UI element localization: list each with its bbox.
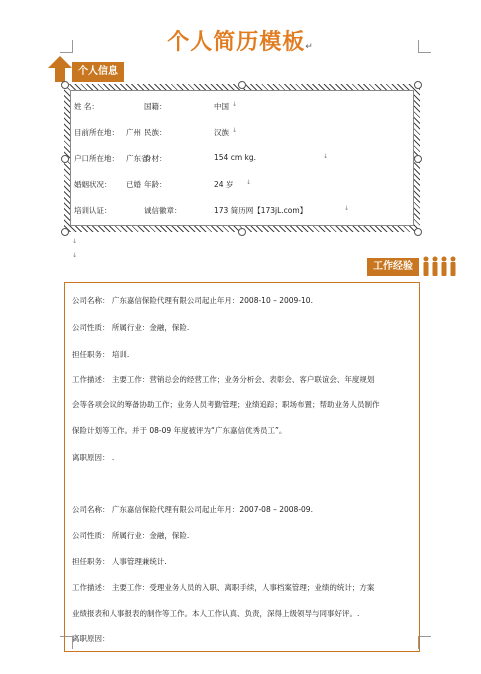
section-header-work-experience: 工作经验 <box>367 258 419 276</box>
info-cell: 年龄： <box>144 180 167 189</box>
work-text-line: 公司性质： 所属行业：金融，保险. <box>72 323 190 332</box>
work-text-line: 公司名称： 广东嘉信保险代理有限公司起止年月：2008-10 – 2009-10. <box>72 296 313 305</box>
work-text-line: 业绩报表和人事报表的制作等工作。本人工作认真、负责，深得上级领导与同事好评。. <box>72 609 360 618</box>
resize-handle[interactable] <box>414 228 422 236</box>
info-cell: 汉族 <box>214 128 229 137</box>
resize-handle[interactable] <box>61 81 69 89</box>
work-text-line: 担任职务： 培训. <box>72 350 130 359</box>
resize-handle[interactable] <box>61 228 69 236</box>
info-cell: 24 岁 <box>214 180 234 189</box>
up-arrow-icon <box>48 56 72 82</box>
paragraph-mark: ↓ <box>232 101 238 108</box>
work-text-line: 公司名称： 广东嘉信保险代理有限公司起止年月：2007-08 – 2008-09. <box>72 505 313 514</box>
resize-handle[interactable] <box>238 228 246 236</box>
info-cell: 民族： <box>144 128 167 137</box>
info-cell: 中国 <box>214 102 229 111</box>
title-text: 个人简历模板 <box>167 30 306 55</box>
info-cell: 婚姻状况： <box>74 180 112 189</box>
paragraph-mark: ↓ <box>72 252 78 259</box>
paragraph-mark: ↓ <box>344 205 350 212</box>
info-cell: 广东省 <box>126 154 149 163</box>
info-cell: 培训认证： <box>74 206 112 215</box>
paragraph-mark: ↓ <box>323 153 329 160</box>
paragraph-mark: ↓ <box>232 127 238 134</box>
section-header-personal-info: 个人信息 <box>72 62 124 82</box>
info-cell: 姓 名： <box>74 102 99 111</box>
info-cell: 户口所在地： <box>74 154 119 163</box>
resize-handle[interactable] <box>414 81 422 89</box>
paragraph-mark: ↓ <box>72 238 78 245</box>
info-cell: 目前所在地： <box>74 128 119 137</box>
resize-handle[interactable] <box>414 155 422 163</box>
resize-handle[interactable] <box>61 155 69 163</box>
info-cell: 已婚 <box>126 180 141 189</box>
paragraph-mark: ↓ <box>246 179 252 186</box>
work-text-line: 离职原因： <box>72 634 110 643</box>
people-group-icon <box>422 256 458 276</box>
work-text-line: 离职原因： . <box>72 453 115 462</box>
work-text-line: 保险计划等工作。并于 08-09 年度被评为“广东嘉信优秀员工”。 <box>72 426 287 435</box>
work-text-line: 会等各项会议的筹备协助工作；业务人员考勤管理；业绩追踪；职场布置；帮助业务人员制作 <box>72 400 380 409</box>
work-experience-box[interactable] <box>64 282 420 652</box>
paragraph-mark: ↵ <box>305 42 314 52</box>
info-cell: 诚信徽章： <box>144 206 182 215</box>
work-text-line: 公司性质： 所属行业：金融，保险. <box>72 531 190 540</box>
info-cell: 国籍： <box>144 102 167 111</box>
work-text-line: 工作描述： 主要工作：营销总会的经营工作；业务分析会、表彰会、客户联谊会、年度规划 <box>72 375 375 384</box>
info-cell: 154 cm kg. <box>214 153 257 162</box>
work-text-line: 工作描述： 主要工作：受理业务人员的入职、离职手续，人事档案管理；业绩的统计；方案 <box>72 583 375 592</box>
info-cell: 173 简历网【173jL.com】 <box>214 206 308 215</box>
document-title[interactable] <box>0 25 481 56</box>
info-cell: 身材： <box>144 154 167 163</box>
work-text-line: 担任职务： 人事管理兼统计. <box>72 557 167 566</box>
resize-handle[interactable] <box>238 81 246 89</box>
info-cell: 广州 <box>126 128 141 137</box>
